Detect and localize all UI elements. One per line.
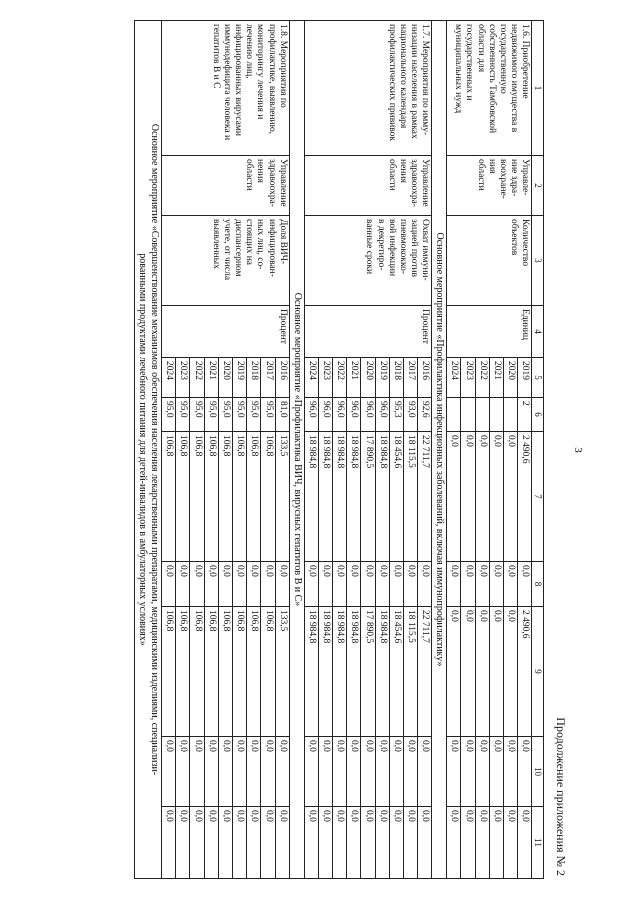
table-cell: 2021 — [204, 358, 218, 398]
table-cell: 96,0 — [375, 398, 389, 432]
table-cell — [461, 398, 475, 432]
column-number: 7 — [532, 432, 544, 562]
table-cell: 106,8 — [247, 432, 261, 562]
table-cell: 0,0 — [403, 737, 417, 807]
table-cell: 2 — [518, 398, 532, 432]
table-cell: 0,0 — [461, 607, 475, 737]
table-cell: 106,8 — [161, 432, 175, 562]
indicator: Доля ВИЧ- инфицирован- ных лиц, со- стоящих на диспансерном учете, от числа выявленных — [161, 216, 289, 306]
table-cell: 2019 — [232, 358, 246, 398]
table-cell: 106,8 — [204, 432, 218, 562]
table-cell: 0,0 — [361, 807, 375, 879]
table-cell: 0,0 — [447, 607, 461, 737]
table-cell: 106,8 — [176, 607, 190, 737]
table-cell: 95,0 — [218, 398, 232, 432]
table-cell — [447, 398, 461, 432]
table-row — [518, 21, 532, 879]
column-number: 1 — [532, 21, 544, 156]
table-cell: 0,0 — [232, 807, 246, 879]
section-heading-row — [135, 21, 162, 879]
table-cell: 0,0 — [161, 737, 175, 807]
table-cell: 0,0 — [190, 562, 204, 607]
table-cell: 0,0 — [347, 562, 361, 607]
unit: Процент — [161, 306, 289, 358]
section-heading: Основное мероприятие «Профилактика ВИЧ, вирусных гепатитов В и С» — [289, 21, 304, 879]
table-cell: 0,0 — [447, 432, 461, 562]
table-cell: 0,0 — [232, 737, 246, 807]
table-cell: 18 984,8 — [318, 432, 332, 562]
table-cell: 106,8 — [176, 432, 190, 562]
column-number: 9 — [532, 607, 544, 737]
table-cell: 106,8 — [190, 607, 204, 737]
unit: Единиц — [447, 306, 532, 358]
executor: Управление здравоохра- нения области — [161, 156, 289, 216]
table-cell: 133,5 — [275, 432, 289, 562]
table-cell: 2 490,6 — [518, 607, 532, 737]
table-row — [275, 21, 289, 879]
table-cell: 0,0 — [161, 807, 175, 879]
table-cell: 0,0 — [218, 807, 232, 879]
table-cell: 0,0 — [176, 807, 190, 879]
table-cell: 0,0 — [489, 737, 503, 807]
table-cell: 18 454,6 — [389, 432, 403, 562]
table-cell: 0,0 — [318, 737, 332, 807]
table-cell: 2016 — [275, 358, 289, 398]
table-cell: 0,0 — [403, 807, 417, 879]
table-cell: 22 711,7 — [418, 607, 432, 737]
table-cell: 0,0 — [347, 807, 361, 879]
table-cell: 106,8 — [232, 607, 246, 737]
table-cell: 0,0 — [218, 737, 232, 807]
table-cell: 2019 — [375, 358, 389, 398]
table-cell: 2020 — [503, 358, 517, 398]
table-cell: 96,0 — [361, 398, 375, 432]
column-number: 3 — [532, 216, 544, 306]
table-cell: 0,0 — [190, 737, 204, 807]
table-cell: 18 984,8 — [332, 607, 346, 737]
table-cell: 96,0 — [318, 398, 332, 432]
table-cell: 106,8 — [261, 432, 275, 562]
table-cell: 0,0 — [304, 562, 318, 607]
table-cell: 2018 — [389, 358, 403, 398]
table-cell: 2022 — [332, 358, 346, 398]
table-cell: 0,0 — [489, 807, 503, 879]
table-cell: 0,0 — [389, 807, 403, 879]
table-cell: 2022 — [190, 358, 204, 398]
column-number: 5 — [532, 358, 544, 398]
table-cell: 0,0 — [489, 432, 503, 562]
table-cell: 0,0 — [232, 562, 246, 607]
table-cell: 106,8 — [261, 607, 275, 737]
table-cell: 18 984,8 — [304, 432, 318, 562]
table-cell: 0,0 — [503, 737, 517, 807]
table-cell: 2016 — [418, 358, 432, 398]
table-cell: 0,0 — [332, 807, 346, 879]
table-cell: 0,0 — [475, 737, 489, 807]
column-number: 10 — [532, 737, 544, 807]
table-cell: 0,0 — [275, 562, 289, 607]
table-cell: 0,0 — [418, 737, 432, 807]
section-heading-row — [432, 21, 447, 879]
table-cell: 106,8 — [218, 432, 232, 562]
table-cell: 0,0 — [347, 737, 361, 807]
table-cell: 0,0 — [261, 807, 275, 879]
column-number: 8 — [532, 562, 544, 607]
table-cell: 0,0 — [503, 432, 517, 562]
table-cell: 0,0 — [461, 432, 475, 562]
table-cell: 0,0 — [389, 737, 403, 807]
table-cell: 2020 — [361, 358, 375, 398]
table-cell: 18 984,8 — [332, 432, 346, 562]
table-cell: 106,8 — [232, 432, 246, 562]
page-number: 3 — [572, 447, 584, 453]
table-cell: 92,6 — [418, 398, 432, 432]
table-cell: 106,8 — [190, 432, 204, 562]
table-cell: 0,0 — [403, 562, 417, 607]
table-cell: 0,0 — [475, 807, 489, 879]
table-cell: 2 490,6 — [518, 432, 532, 562]
table-cell: 18 115,5 — [403, 607, 417, 737]
column-number: 4 — [532, 306, 544, 358]
table-cell: 0,0 — [361, 737, 375, 807]
table-cell: 0,0 — [475, 432, 489, 562]
column-number: 6 — [532, 398, 544, 432]
table-cell: 0,0 — [475, 607, 489, 737]
table-cell: 0,0 — [461, 562, 475, 607]
table-cell: 2021 — [489, 358, 503, 398]
table-cell: 106,8 — [218, 607, 232, 737]
unit: Процент — [304, 306, 432, 358]
table-cell: 2020 — [218, 358, 232, 398]
table-cell: 0,0 — [503, 562, 517, 607]
table-cell: 96,0 — [304, 398, 318, 432]
table-cell: 0,0 — [489, 562, 503, 607]
table-cell: 18 984,8 — [375, 432, 389, 562]
rotated-content — [20, 20, 590, 880]
table-cell: 0,0 — [375, 737, 389, 807]
column-number: 11 — [532, 807, 544, 879]
table-cell: 106,8 — [161, 607, 175, 737]
section-heading: Основное мероприятие «Профилактика инфекционных заболеваний, включая иммунопрофилактику» — [432, 21, 447, 879]
table-cell: 0,0 — [247, 562, 261, 607]
table-cell: 2019 — [518, 358, 532, 398]
table-cell: 18 984,8 — [318, 607, 332, 737]
table-cell: 0,0 — [418, 807, 432, 879]
table-cell: 18 984,8 — [375, 607, 389, 737]
table-cell: 17 890,5 — [361, 607, 375, 737]
table-cell: 95,0 — [190, 398, 204, 432]
table-cell: 106,8 — [204, 607, 218, 737]
executor: Управле- ние здра- воохране- ния области — [447, 156, 532, 216]
table-cell: 0,0 — [503, 807, 517, 879]
appendix-caption: Продолжение приложения № 2 — [554, 717, 568, 876]
table-cell: 22 711,7 — [418, 432, 432, 562]
table-cell: 0,0 — [275, 807, 289, 879]
table-cell: 0,0 — [304, 807, 318, 879]
table-cell: 0,0 — [218, 562, 232, 607]
table-cell: 0,0 — [518, 807, 532, 879]
table-cell: 0,0 — [190, 807, 204, 879]
table-cell: 2017 — [261, 358, 275, 398]
table-cell: 95,3 — [389, 398, 403, 432]
table-cell: 95,0 — [247, 398, 261, 432]
table-cell: 96,0 — [332, 398, 346, 432]
table-cell: 0,0 — [261, 562, 275, 607]
table-cell: 2022 — [475, 358, 489, 398]
table-cell: 0,0 — [161, 562, 175, 607]
column-number: 2 — [532, 156, 544, 216]
table-cell: 0,0 — [176, 737, 190, 807]
table-cell — [503, 398, 517, 432]
table-cell: 95,0 — [176, 398, 190, 432]
table-cell: 0,0 — [447, 562, 461, 607]
table-cell: 2023 — [318, 358, 332, 398]
table-cell: 0,0 — [261, 737, 275, 807]
table-cell: 18 984,8 — [347, 432, 361, 562]
table-cell: 0,0 — [204, 737, 218, 807]
section-heading: Основное мероприятие «Совершенствование механизмов обеспечения населения лекарственными препаратами, медицинскими изделиями, специализи- рованными продуктами лечебного питания для детей-инвалидов в амбулаторных условиях» — [135, 21, 162, 879]
indicator: Количество объектов — [447, 216, 532, 306]
table-cell: 133,5 — [275, 607, 289, 737]
table-cell: 0,0 — [418, 562, 432, 607]
table-cell: 95,0 — [204, 398, 218, 432]
executor: Управление здравоохра- нения области — [304, 156, 432, 216]
table-cell: 2018 — [247, 358, 261, 398]
table-cell: 0,0 — [332, 737, 346, 807]
table-cell — [475, 398, 489, 432]
table-cell: 18 984,8 — [304, 607, 318, 737]
table-cell: 2017 — [403, 358, 417, 398]
table-cell: 2024 — [447, 358, 461, 398]
table-cell: 0,0 — [247, 807, 261, 879]
indicator: Охват иммуни- зацией против пневмококко- вой инфекции в декретиро- ванные сроки — [304, 216, 432, 306]
table-cell: 0,0 — [475, 562, 489, 607]
table-cell: 0,0 — [318, 807, 332, 879]
table-cell: 0,0 — [518, 737, 532, 807]
table-cell: 0,0 — [176, 562, 190, 607]
table-cell: 0,0 — [275, 737, 289, 807]
section-heading-row — [289, 21, 304, 879]
table-cell: 0,0 — [332, 562, 346, 607]
table-cell: 0,0 — [375, 562, 389, 607]
table-cell: 95,0 — [232, 398, 246, 432]
table-cell: 0,0 — [447, 737, 461, 807]
table-cell: 95,0 — [161, 398, 175, 432]
table-cell: 0,0 — [518, 562, 532, 607]
table-cell: 0,0 — [503, 607, 517, 737]
table-cell: 0,0 — [204, 807, 218, 879]
table-cell: 18 454,6 — [389, 607, 403, 737]
table-row — [418, 21, 432, 879]
measure-name: 1.8. Мероприятия по профилактике, выявлению, мониторингу лечения и лечению лиц, инфицированных вирусами иммунодефицита человека и гепатитов В и С — [161, 21, 289, 156]
column-numbers-row — [532, 21, 544, 879]
table-cell: 18 984,8 — [347, 607, 361, 737]
table-cell: 2023 — [461, 358, 475, 398]
table-cell: 0,0 — [361, 562, 375, 607]
table-cell: 18 115,5 — [403, 432, 417, 562]
table-cell: 0,0 — [489, 607, 503, 737]
table-cell: 81,0 — [275, 398, 289, 432]
table-cell: 0,0 — [204, 562, 218, 607]
table-cell: 95,0 — [261, 398, 275, 432]
table-cell: 2023 — [176, 358, 190, 398]
measure-name: 1.7. Мероприятия по имму- низации населения в рамках национального календаря профилактических прививок — [304, 21, 432, 156]
table-cell: 17 890,5 — [361, 432, 375, 562]
table-cell: 0,0 — [461, 807, 475, 879]
measure-name: 1.6. Приобретение недвижимого имущества в государственную собственность Тамбовской области для государственных и муниципальных нужд — [447, 21, 532, 156]
table-cell — [489, 398, 503, 432]
measures-table — [134, 20, 544, 879]
table-cell: 0,0 — [447, 807, 461, 879]
table-cell: 0,0 — [389, 562, 403, 607]
table-cell: 93,0 — [403, 398, 417, 432]
table-cell: 96,0 — [347, 398, 361, 432]
table-cell: 106,8 — [247, 607, 261, 737]
table-cell: 2021 — [347, 358, 361, 398]
table-cell: 2024 — [161, 358, 175, 398]
table-cell: 0,0 — [461, 737, 475, 807]
table-cell: 0,0 — [304, 737, 318, 807]
table-cell: 0,0 — [247, 737, 261, 807]
table-cell: 0,0 — [375, 807, 389, 879]
table-cell: 2024 — [304, 358, 318, 398]
table-cell: 0,0 — [318, 562, 332, 607]
